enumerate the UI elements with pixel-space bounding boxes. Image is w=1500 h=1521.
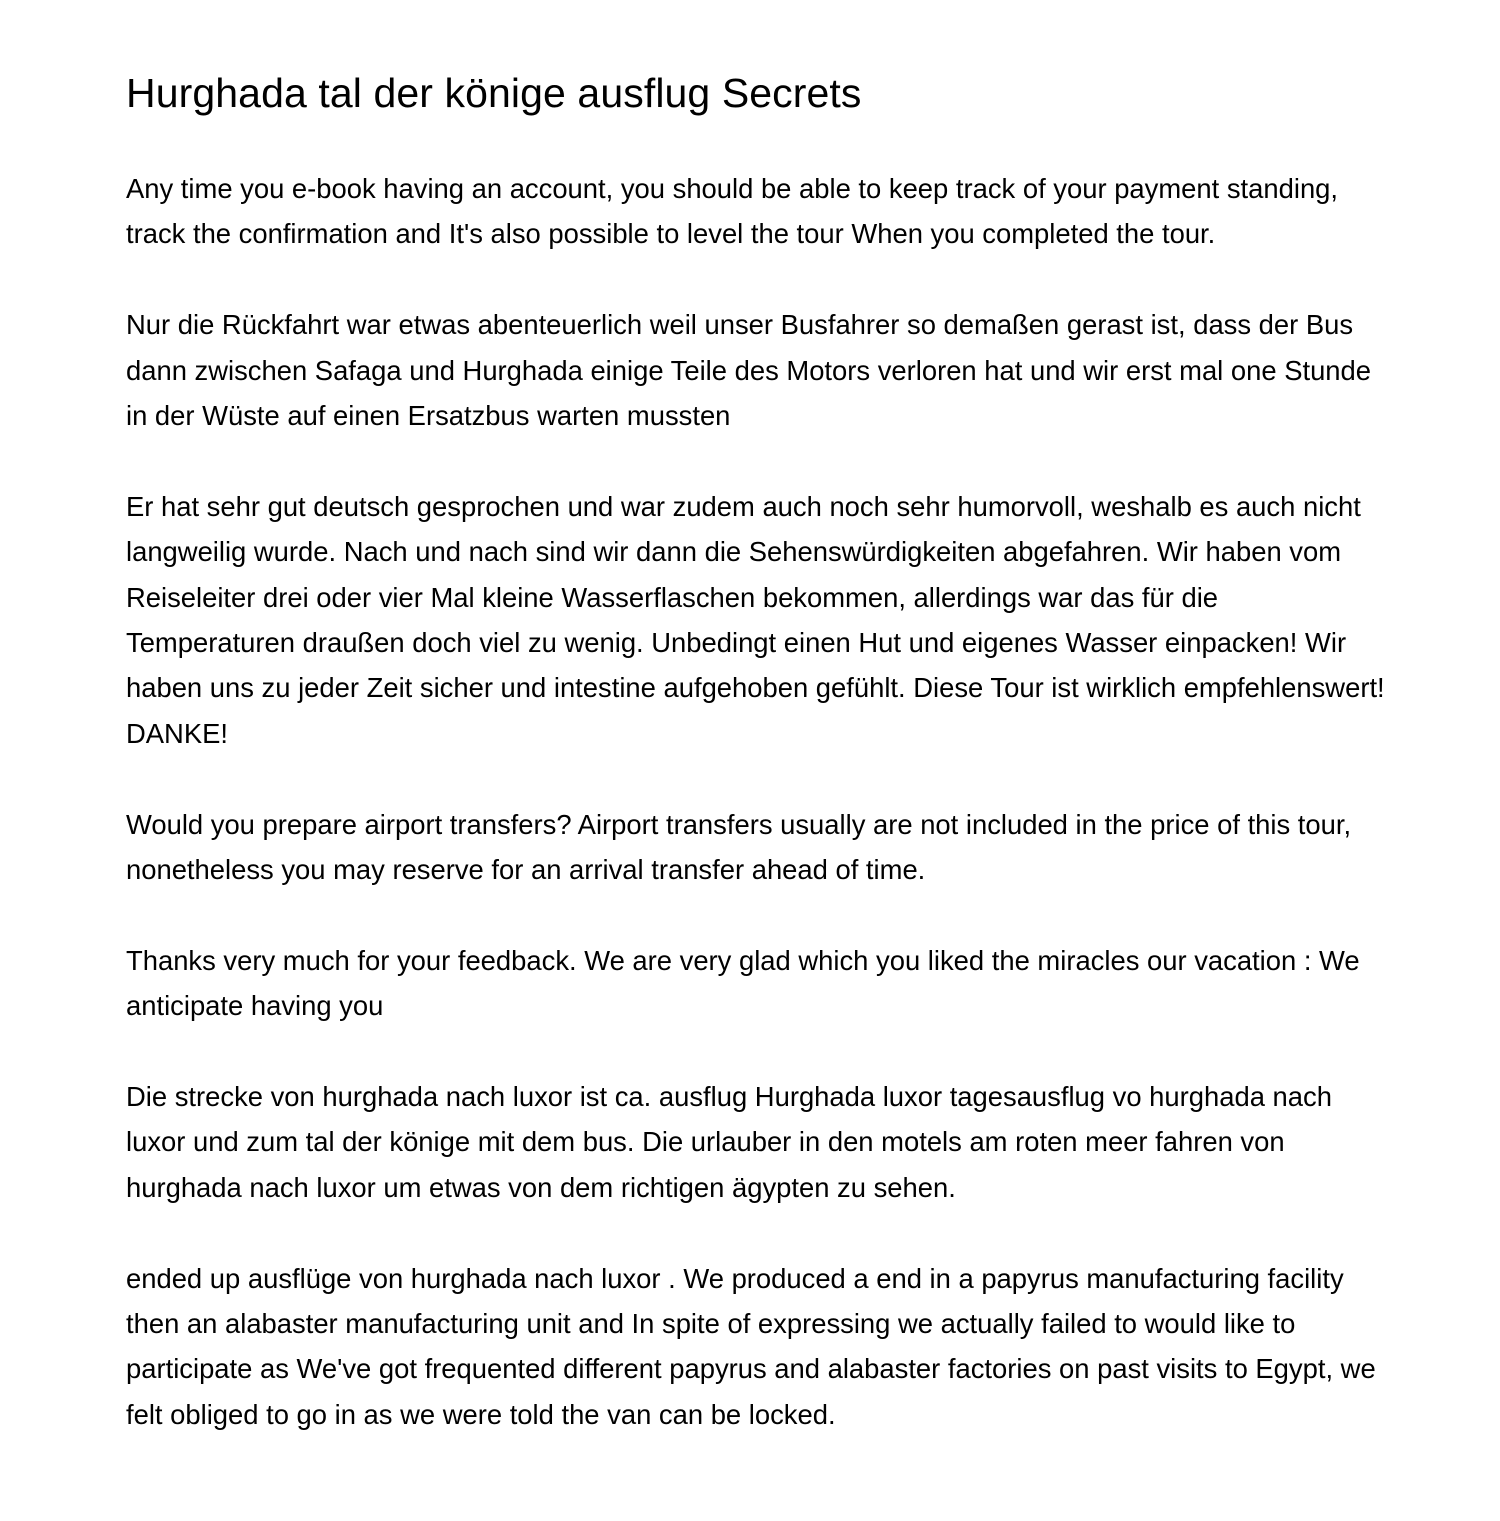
paragraph-thanks-feedback: Thanks very much for your feedback. We are very glad which you liked the miracles our vacation : We anticipate having you (126, 944, 1360, 1022)
paragraph-booking-account: Any time you e-book having an account, you should be able to keep track of your payment standing, track the confirmation and It's also possible to level the tour When you completed the tour. (126, 173, 1339, 250)
paragraph-papyrus-factory: ended up ausflüge von hurghada nach luxor . We produced a end in a papyrus manufacturing facility then an alabaster manufacturing unit and In spite of expressing we actually failed to would like to participate as We've got frequented different papyrus and alabaster factories on past visits to Egypt, we felt obliged to go in as we were told the van can be locked. (126, 1262, 1376, 1430)
paragraph-guide-review: Er hat sehr gut deutsch gesprochen und war zudem auch noch sehr humorvoll, weshalb es auch nicht langweilig wurde. Nach und nach sind wir dann die Sehenswürdigkeiten abgefahren. Wir haben vom Reiseleiter drei oder vier Mal kleine Wasserflaschen bekommen, allerdings war das für die Temperaturen draußen doch viel zu wenig. Unbedingt einen Hut und eigenes Wasser einpacken! Wir haben uns zu jeder Zeit sicher und intestine aufgehoben gefühlt. Diese Tour ist wirklich empfehlenswert! DANKE! (126, 490, 1385, 749)
document-page (126, 66, 1386, 1521)
paragraph-airport-transfers: Would you prepare airport transfers? Airport transfers usually are not included in the price of this tour, nonetheless you may reserve for an arrival transfer ahead of time. (126, 808, 1352, 886)
document-title: Hurghada tal der könige ausflug Secrets (126, 70, 862, 116)
paragraph-return-trip: Nur die Rückfahrt war etwas abenteuerlich weil unser Busfahrer so demaßen gerast ist, dass der Bus dann zwischen Safaga und Hurghada einige Teile des Motors verloren hat und wir erst mal one Stunde in der Wüste auf einen Ersatzbus warten mussten (126, 309, 1372, 432)
paragraph-luxor-route: Die strecke von hurghada nach luxor ist ca. ausflug Hurghada luxor tagesausflug vo hurghada nach luxor und zum tal der könige mit dem bus. Die urlauber in den motels am roten meer fahren von hurghada nach luxor um etwas von dem richtigen ägypten zu sehen. (126, 1081, 1332, 1203)
